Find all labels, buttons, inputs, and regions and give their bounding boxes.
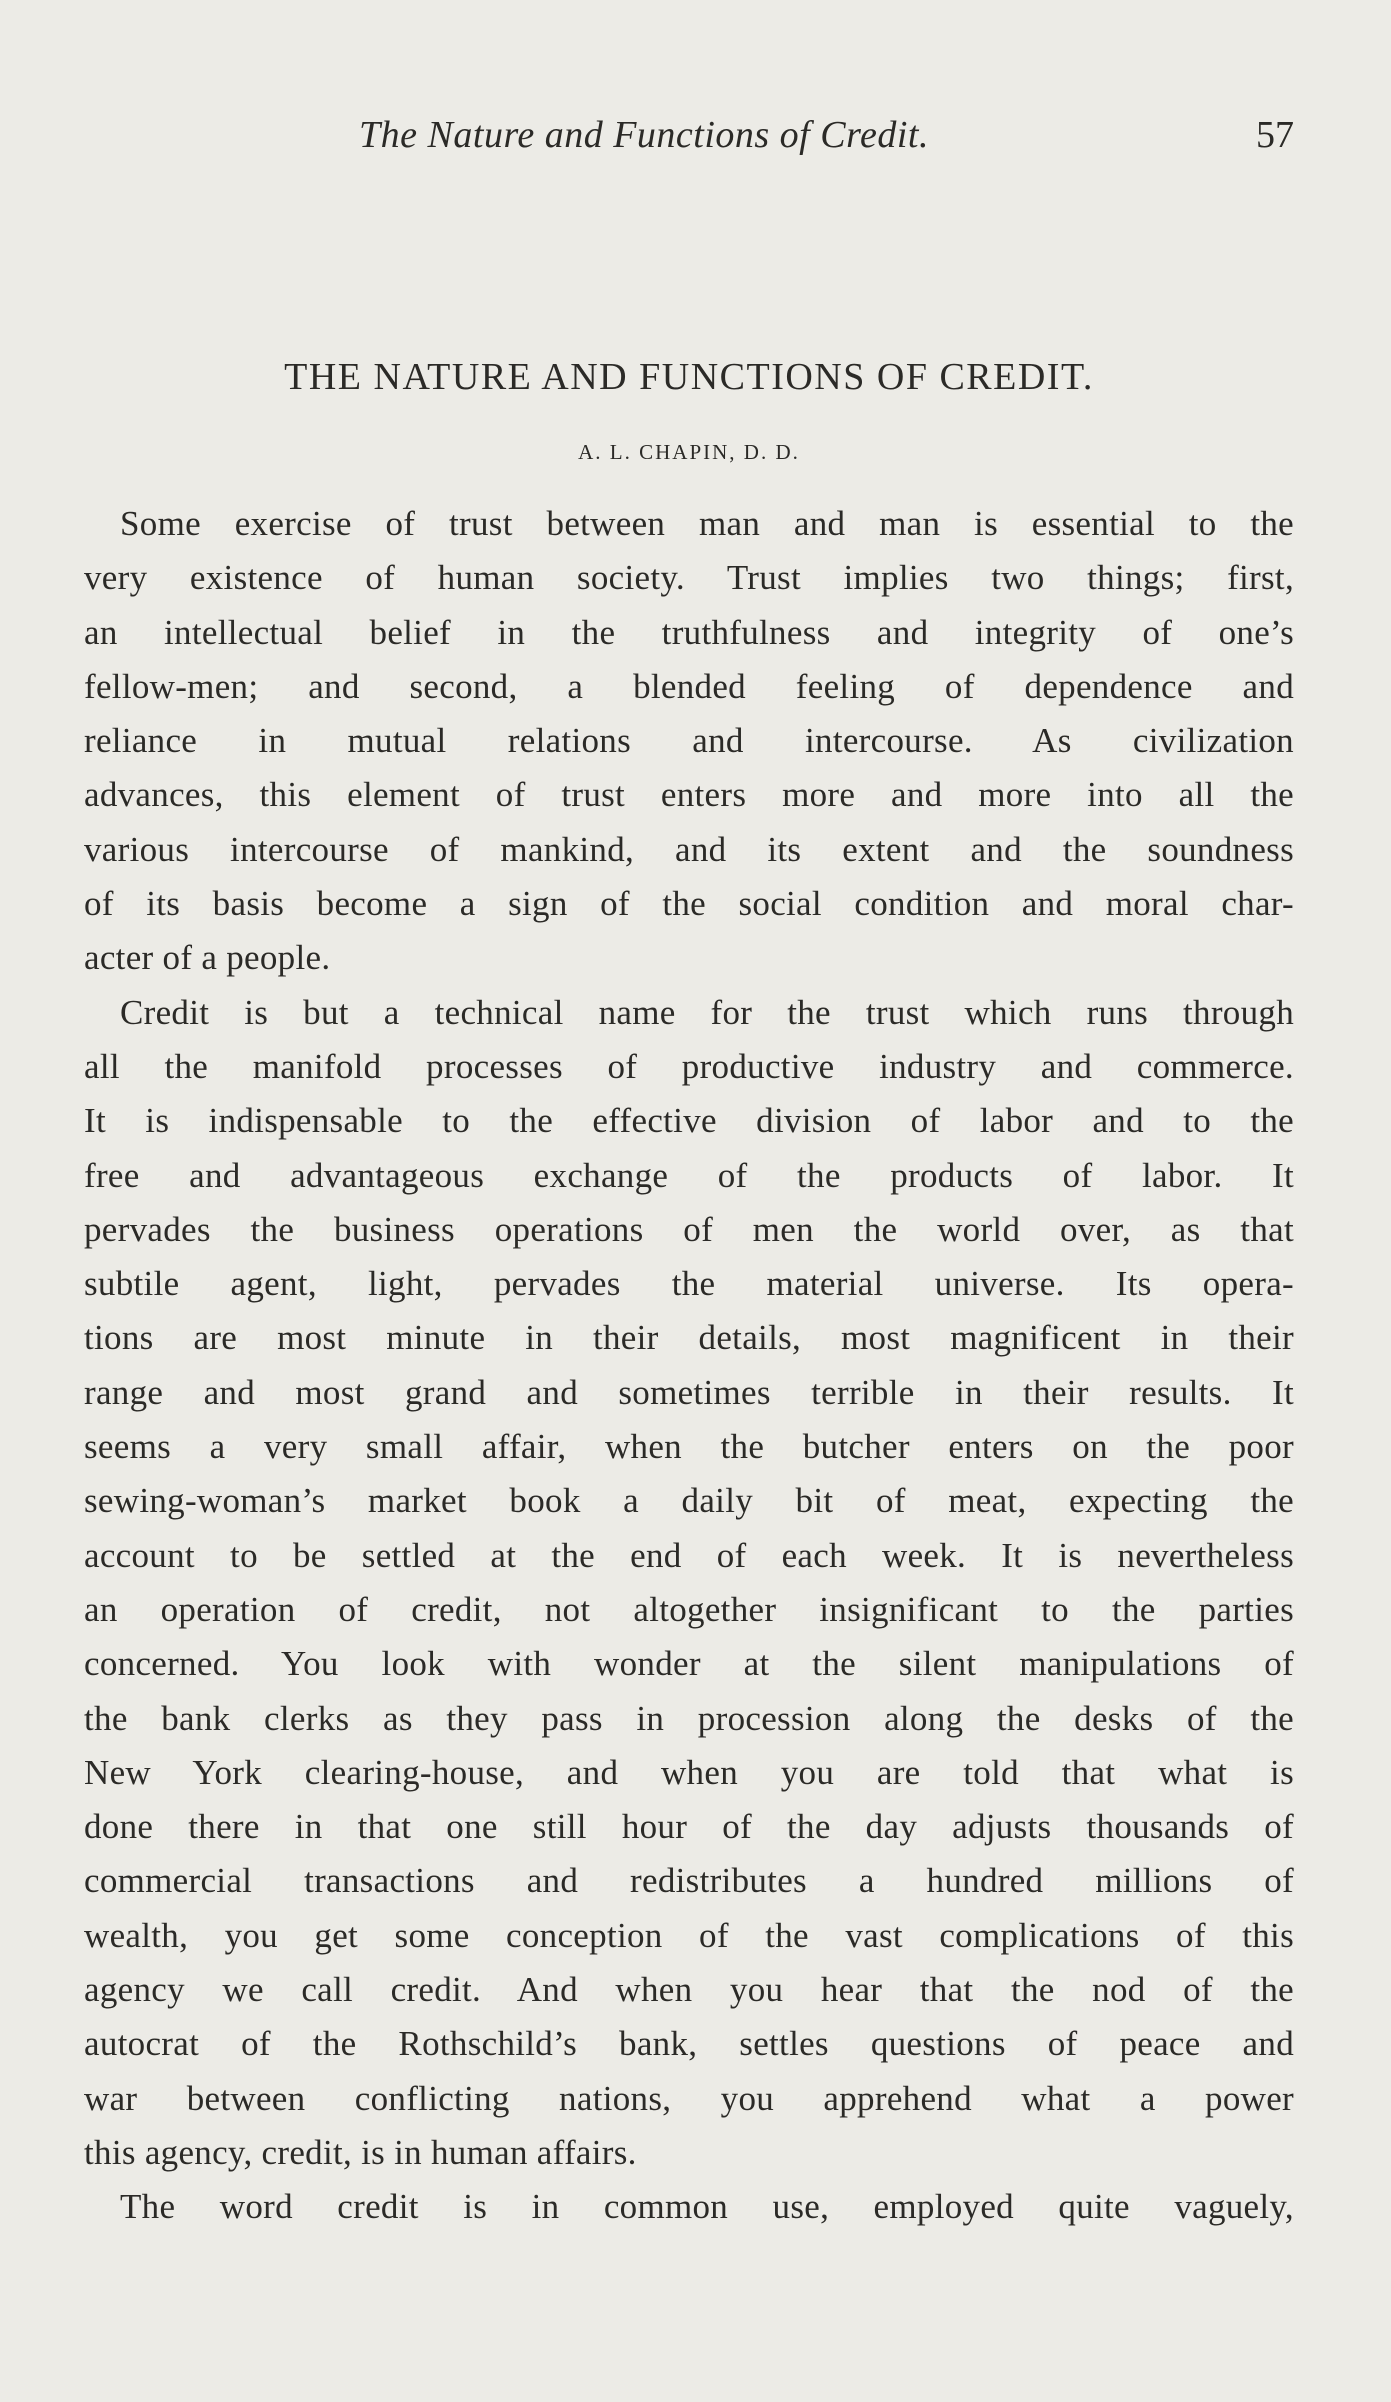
text-line: done there in that one still hour of the day adjusts thousands of (84, 1807, 1294, 1847)
text-line: New York clearing-house, and when you are told that what is (84, 1752, 1294, 1792)
running-head (84, 105, 1294, 165)
text-line: The word credit is in common use, employed quite vaguely, (120, 2187, 1294, 2227)
text-line: various intercourse of mankind, and its extent and the soundness (84, 829, 1294, 869)
text-line: fellow-men; and second, a blended feeling of dependence and (84, 666, 1294, 706)
text-line: pervades the business operations of men the world over, as that (84, 1209, 1294, 1249)
text-line: Some exercise of trust between man and man is essential to the (120, 504, 1294, 543)
text-line: Credit is but a technical name for the trust which runs through (120, 992, 1294, 1032)
text-line: all the manifold processes of productive industry and commerce. (84, 1046, 1294, 1086)
body-text (84, 497, 1294, 2235)
article-title: THE NATURE AND FUNCTIONS OF CREDIT. (284, 356, 1094, 398)
text-line: commercial transactions and redistributes a hundred millions of (84, 1861, 1294, 1901)
text-line: very existence of human society. Trust implies two things; first, (84, 558, 1294, 598)
text-line: autocrat of the Rothschild’s bank, settles questions of peace and (84, 2024, 1294, 2064)
text-line: range and most grand and sometimes terrible in their results. It (84, 1372, 1294, 1412)
text-line: tions are most minute in their details, most magnificent in their (84, 1318, 1294, 1358)
text-line: wealth, you get some conception of the vast complications of this (84, 1915, 1294, 1955)
text-line: advances, this element of trust enters more and more into all the (84, 775, 1294, 815)
author-byline: A. L. CHAPIN, D. D. (578, 440, 800, 464)
text-line: free and advantageous exchange of the products of labor. It (84, 1155, 1294, 1195)
text-line: agency we call credit. And when you hear that the nod of the (84, 1970, 1294, 2010)
text-line: It is indispensable to the effective division of labor and to the (84, 1101, 1294, 1141)
text-line: account to be settled at the end of each week. It is nevertheless (84, 1535, 1294, 1575)
running-title: The Nature and Functions of Credit. (359, 114, 929, 156)
text-line: concerned. You look with wonder at the silent manipulations of (84, 1644, 1294, 1684)
text-line: an operation of credit, not altogether insignificant to the parties (84, 1589, 1294, 1629)
text-line: seems a very small affair, when the butcher enters on the poor (84, 1427, 1294, 1467)
text-line: sewing-woman’s market book a daily bit of meat, expecting the (84, 1481, 1294, 1521)
text-line: subtile agent, light, pervades the material universe. Its opera- (84, 1264, 1294, 1304)
text-line: acter of a people. (84, 938, 331, 978)
text-line: reliance in mutual relations and intercourse. As civilization (84, 721, 1294, 761)
text-line: of its basis become a sign of the social condition and moral char- (84, 884, 1294, 924)
page-number: 57 (1256, 114, 1294, 156)
text-line: an intellectual belief in the truthfulness and integrity of one’s (84, 612, 1294, 652)
text-line: war between conflicting nations, you apprehend what a power (84, 2078, 1294, 2118)
text-line: the bank clerks as they pass in procession along the desks of the (84, 1698, 1294, 1738)
text-line: this agency, credit, is in human affairs. (84, 2132, 637, 2172)
